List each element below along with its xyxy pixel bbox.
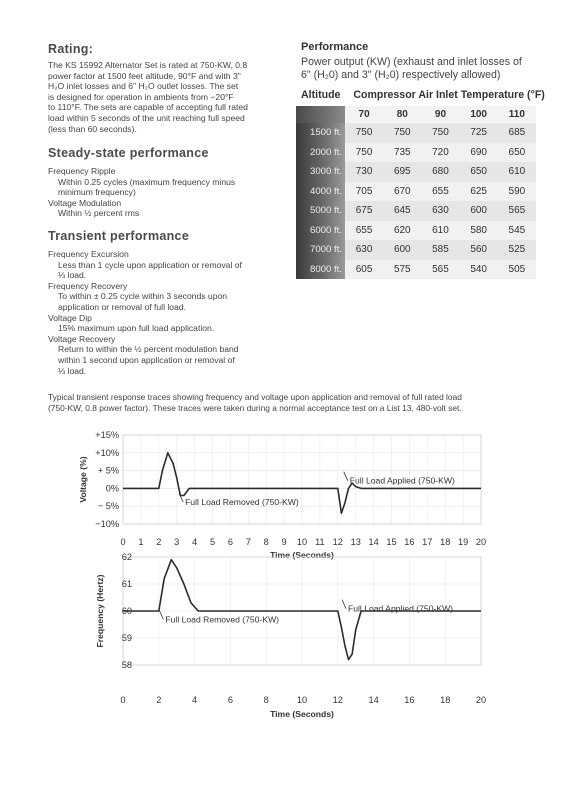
y-tick-label: 59 bbox=[121, 633, 132, 643]
x-tick-label: 8 bbox=[263, 695, 269, 705]
spec-label: Frequency Recovery bbox=[48, 280, 128, 291]
performance-description bbox=[301, 56, 541, 82]
power-output-cell: 605 bbox=[345, 260, 383, 280]
rating-paragraph bbox=[48, 60, 278, 134]
rating-heading: Rating: bbox=[48, 42, 94, 56]
performance-desc-line: Power output (KW) (exhaust and inlet losses of bbox=[301, 56, 522, 68]
transient-response-charts bbox=[0, 420, 582, 800]
table-row bbox=[296, 123, 536, 143]
power-output-cell: 750 bbox=[421, 123, 459, 143]
altitude-cell: 6000 ft. bbox=[296, 221, 345, 241]
table-row bbox=[296, 240, 536, 260]
annotation-label: Full Load Applied (750-KW) bbox=[347, 603, 454, 614]
x-tick-label: 20 bbox=[475, 695, 487, 705]
power-output-cell: 730 bbox=[345, 162, 383, 182]
rating-line: load within 5 seconds of the unit reaching full speed bbox=[48, 112, 245, 123]
temperature-column-header: 90 bbox=[421, 106, 459, 123]
spec-label: Voltage Recovery bbox=[48, 333, 116, 344]
power-output-cell: 750 bbox=[345, 143, 383, 163]
spec-detail: ⅓ load. bbox=[58, 365, 87, 376]
power-output-cell: 525 bbox=[498, 240, 536, 260]
annotation-pointer bbox=[179, 493, 183, 502]
rating-line: The KS 15992 Alternator Set is rated at 750-KW, 0.8 bbox=[48, 60, 248, 70]
power-output-cell: 655 bbox=[345, 221, 383, 241]
y-tick-label: 60 bbox=[121, 606, 132, 616]
power-output-cell: 705 bbox=[345, 182, 383, 202]
table-row bbox=[296, 143, 536, 163]
x-tick-label: 16 bbox=[404, 695, 415, 705]
transient-list bbox=[48, 249, 278, 376]
spec-label: Frequency Ripple bbox=[48, 166, 116, 176]
x-tick-label: 19 bbox=[457, 537, 469, 547]
spec-detail: Less than 1 cycle upon application or removal of bbox=[58, 259, 242, 270]
annotation-label: Full Load Removed (750-KW) bbox=[185, 497, 299, 508]
x-tick-label: 14 bbox=[368, 695, 379, 705]
performance-table bbox=[296, 106, 536, 279]
traces-caption bbox=[48, 392, 548, 414]
annotation-pointer bbox=[344, 472, 348, 481]
spec-detail: 15% maximum upon full load application. bbox=[58, 323, 215, 334]
y-tick-label: 62 bbox=[121, 552, 132, 562]
spec-detail: within 1 second upon application or removal of bbox=[58, 354, 235, 365]
altitude-header: Altitude bbox=[301, 89, 341, 101]
altitude-cell: 1500 ft. bbox=[296, 123, 345, 143]
x-tick-label: 10 bbox=[296, 537, 308, 547]
x-tick-label: 18 bbox=[440, 537, 451, 547]
x-tick-label: 1 bbox=[138, 537, 144, 547]
spec-label: Voltage Modulation bbox=[48, 197, 122, 208]
spec-label: Voltage Dip bbox=[48, 312, 92, 323]
spec-detail: application or removal of full load. bbox=[58, 301, 187, 312]
x-tick-label: 9 bbox=[281, 537, 287, 547]
power-output-cell: 610 bbox=[498, 162, 536, 182]
power-output-cell: 630 bbox=[345, 240, 383, 260]
power-output-cell: 650 bbox=[460, 162, 498, 182]
x-tick-label: 2 bbox=[156, 695, 162, 705]
spec-detail: Within ½ percent rms bbox=[58, 208, 140, 219]
power-output-cell: 675 bbox=[345, 201, 383, 221]
x-axis-title: Time (Seconds) bbox=[270, 550, 334, 560]
table-row bbox=[296, 221, 536, 241]
power-output-cell: 680 bbox=[421, 162, 459, 182]
y-tick-label: +10% bbox=[95, 447, 119, 458]
y-tick-label: − 5% bbox=[97, 501, 119, 512]
power-output-cell: 695 bbox=[383, 162, 421, 182]
power-output-cell: 585 bbox=[421, 240, 459, 260]
power-output-cell: 720 bbox=[421, 143, 459, 163]
spec-detail: ⅓ load. bbox=[58, 270, 87, 281]
performance-table-header bbox=[301, 89, 545, 101]
steady-state-heading: Steady-state performance bbox=[48, 146, 209, 160]
power-output-cell: 575 bbox=[383, 260, 421, 280]
power-output-cell: 650 bbox=[498, 143, 536, 163]
transient-heading: Transient performance bbox=[48, 229, 190, 243]
x-tick-label: 2 bbox=[156, 537, 162, 547]
frequency-chart bbox=[95, 552, 486, 719]
y-tick-label: −10% bbox=[95, 519, 119, 529]
power-output-cell: 725 bbox=[460, 123, 498, 143]
power-output-cell: 580 bbox=[460, 221, 498, 241]
table-row bbox=[296, 162, 536, 182]
altitude-cell: 2000 ft. bbox=[296, 143, 345, 163]
caption-line: Typical transient response traces showing frequency and voltage upon application and removal of full rated load bbox=[48, 392, 462, 402]
temperature-header: Compressor Air Inlet Temperature (°F) bbox=[353, 89, 545, 101]
y-axis-title: Frequency (Hertz) bbox=[95, 574, 105, 648]
spec-detail: Within 0.25 cycles (maximum frequency minus bbox=[58, 176, 236, 187]
annotation-pointer bbox=[342, 600, 346, 609]
altitude-cell: 3000 ft. bbox=[296, 162, 345, 182]
y-tick-label: 0% bbox=[105, 483, 119, 494]
temperature-column-header: 80 bbox=[383, 106, 421, 123]
rating-line: (less than 60 seconds). bbox=[48, 123, 137, 134]
temperature-column-header: 100 bbox=[460, 106, 498, 123]
x-tick-label: 16 bbox=[404, 537, 415, 547]
power-output-cell: 565 bbox=[498, 201, 536, 221]
x-tick-label: 8 bbox=[263, 537, 269, 547]
power-output-cell: 620 bbox=[383, 221, 421, 241]
power-output-cell: 685 bbox=[498, 123, 536, 143]
x-tick-label: 11 bbox=[315, 537, 325, 547]
y-tick-label: +15% bbox=[95, 430, 119, 440]
y-axis-title: Voltage (%) bbox=[78, 456, 88, 503]
x-tick-label: 3 bbox=[174, 537, 180, 547]
power-output-cell: 690 bbox=[460, 143, 498, 163]
y-tick-label: 61 bbox=[121, 579, 132, 589]
spec-label: Frequency Excursion bbox=[48, 249, 129, 259]
steady-state-list bbox=[48, 166, 278, 219]
power-output-cell: 750 bbox=[345, 123, 383, 143]
performance-desc-line: 6" (H₂0) and 3" (H₂0) respectively allowed) bbox=[301, 69, 501, 81]
power-output-cell: 750 bbox=[383, 123, 421, 143]
power-output-cell: 540 bbox=[460, 260, 498, 280]
x-tick-label: 0 bbox=[120, 537, 126, 547]
temperature-column-header: 70 bbox=[345, 106, 383, 123]
x-tick-label: 0 bbox=[120, 695, 126, 705]
altitude-column-header bbox=[296, 106, 345, 123]
x-tick-label: 20 bbox=[475, 537, 487, 547]
y-tick-label: 58 bbox=[121, 660, 132, 670]
rating-line: to 110°F. The sets are capable of accepting full rated bbox=[48, 102, 248, 113]
table-row bbox=[296, 182, 536, 202]
x-tick-label: 13 bbox=[350, 537, 361, 547]
annotation-label: Full Load Applied (750-KW) bbox=[349, 475, 455, 486]
spec-detail: To within ± 0.25 cycle within 3 seconds upon bbox=[58, 291, 228, 302]
altitude-cell: 7000 ft. bbox=[296, 240, 345, 260]
performance-title: Performance bbox=[301, 41, 369, 53]
x-tick-label: 10 bbox=[296, 695, 308, 705]
altitude-cell: 8000 ft. bbox=[296, 260, 345, 280]
rating-line: is designed for operation in ambients from −20°F bbox=[48, 91, 234, 102]
power-output-cell: 735 bbox=[383, 143, 421, 163]
power-output-cell: 670 bbox=[383, 182, 421, 202]
temperature-column-header: 110 bbox=[498, 106, 536, 123]
x-tick-label: 18 bbox=[440, 695, 451, 705]
power-output-cell: 645 bbox=[383, 201, 421, 221]
y-tick-label: + 5% bbox=[97, 465, 119, 476]
power-output-cell: 655 bbox=[421, 182, 459, 202]
spec-detail: minimum frequency) bbox=[58, 187, 136, 198]
caption-line: (750-KW, 0.8 power factor). These traces were taken during a normal acceptance test on a List 13, 480-volt set. bbox=[48, 403, 462, 413]
x-tick-label: 17 bbox=[422, 537, 433, 547]
altitude-cell: 4000 ft. bbox=[296, 182, 345, 202]
power-output-cell: 565 bbox=[421, 260, 459, 280]
voltage-chart bbox=[78, 430, 486, 560]
x-tick-label: 14 bbox=[368, 537, 379, 547]
rating-line: H₂O inlet losses and 6" H₂O outlet losses. The set bbox=[48, 81, 239, 92]
power-output-cell: 600 bbox=[383, 240, 421, 260]
table-row bbox=[296, 201, 536, 221]
annotation-pointer bbox=[159, 610, 163, 619]
x-axis-title: Time (Seconds) bbox=[270, 709, 334, 719]
power-output-cell: 625 bbox=[460, 182, 498, 202]
spec-detail: Return to within the ½ percent modulation band bbox=[58, 344, 239, 355]
table-row bbox=[296, 260, 536, 280]
altitude-cell: 5000 ft. bbox=[296, 201, 345, 221]
x-tick-label: 6 bbox=[227, 537, 233, 547]
table-header-row bbox=[296, 106, 536, 123]
power-output-cell: 630 bbox=[421, 201, 459, 221]
power-output-cell: 505 bbox=[498, 260, 536, 280]
x-tick-label: 4 bbox=[192, 537, 198, 547]
x-tick-label: 7 bbox=[245, 537, 251, 547]
power-output-cell: 610 bbox=[421, 221, 459, 241]
power-output-cell: 545 bbox=[498, 221, 536, 241]
power-output-cell: 600 bbox=[460, 201, 498, 221]
x-tick-label: 15 bbox=[386, 537, 397, 547]
x-tick-label: 5 bbox=[209, 537, 216, 547]
x-tick-label: 12 bbox=[332, 695, 343, 705]
power-output-cell: 560 bbox=[460, 240, 498, 260]
rating-line: power factor at 1500 feet altitude, 90°F and with 3" bbox=[48, 70, 241, 81]
x-tick-label: 6 bbox=[227, 695, 233, 705]
power-output-cell: 590 bbox=[498, 182, 536, 202]
annotation-label: Full Load Removed (750-KW) bbox=[165, 614, 280, 625]
x-tick-label: 4 bbox=[192, 695, 198, 705]
x-tick-label: 12 bbox=[332, 537, 343, 547]
